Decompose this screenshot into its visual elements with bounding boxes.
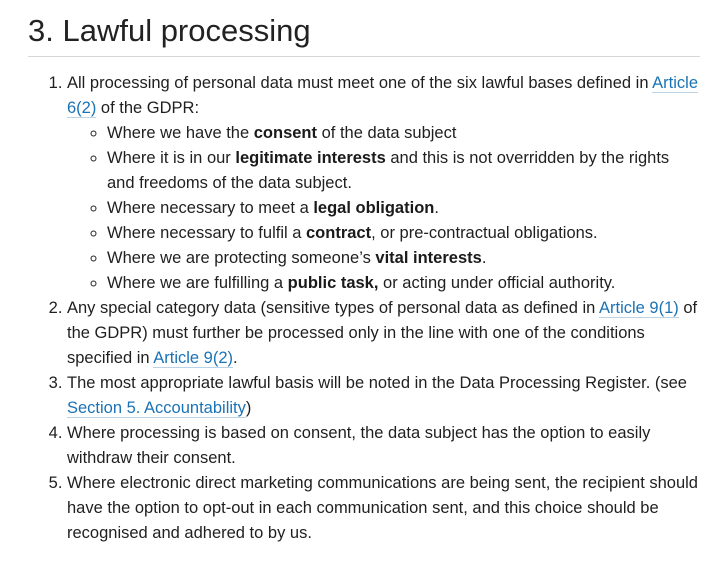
item-1-text-pre: All processing of personal data must meet one of the six lawful bases defined in: [67, 74, 653, 92]
basis-public-task: [107, 271, 700, 296]
item-2-text-pre: Any special category data (sensitive types of personal data as defined in: [67, 299, 599, 317]
basis-keyword: legal obligation: [313, 199, 435, 217]
basis-text: , or pre-contractual obligations.: [371, 224, 598, 242]
item-2-text-mid: of the GDPR) must further be processed only in the line with one of the conditions specified in: [67, 299, 698, 367]
basis-text: and this is not overridden by the rights and freedoms of the data subject.: [107, 149, 670, 192]
basis-keyword: vital interests: [375, 249, 482, 267]
list-item-1: [67, 71, 700, 296]
basis-consent: [107, 121, 700, 146]
article-9-2-link[interactable]: Article 9(2): [153, 349, 234, 367]
article-9-1-link[interactable]: Article 9(1): [599, 299, 679, 317]
item-5-text: Where electronic direct marketing communications are being sent, the recipient should have the option to opt-out in each communication sent, and this choice should be recognised and adhered to by us.: [67, 474, 698, 542]
basis-text: Where necessary to fulfil a: [107, 224, 306, 242]
item-3-text-pre: The most appropriate lawful basis will be noted in the Data Processing Register. (see: [67, 374, 687, 392]
basis-text: of the data subject: [317, 124, 457, 142]
item-4-text: Where processing is based on consent, the data subject has the option to easily withdraw their consent.: [67, 424, 651, 467]
basis-text: .: [434, 199, 439, 217]
basis-text: Where we are protecting someone’s: [107, 249, 376, 267]
basis-text: Where it is in our: [107, 149, 236, 167]
section-5-accountability-link[interactable]: Section 5. Accountability: [67, 399, 246, 417]
section-title: 3. Lawful processing: [28, 10, 700, 57]
basis-text: or acting under official authority.: [378, 274, 616, 292]
list-item-2: [67, 296, 700, 371]
item-1-text-post: of the GDPR:: [96, 99, 200, 117]
basis-text: .: [481, 249, 487, 267]
basis-vital-interests: [107, 246, 700, 271]
basis-legal-obligation: [107, 196, 700, 221]
basis-keyword: legitimate interests: [235, 149, 386, 167]
article-6-2-link[interactable]: Article 6(2): [67, 74, 699, 117]
list-item-3: [67, 371, 700, 421]
list-item-5: [67, 471, 700, 546]
item-2-text-post: .: [233, 349, 238, 367]
item-3-text-post: ): [245, 399, 252, 417]
basis-text: Where we are fulfilling a: [107, 274, 288, 292]
lawful-processing-list: [28, 71, 700, 546]
section-body: [28, 71, 700, 546]
list-item-4: [67, 421, 700, 471]
basis-legitimate-interests: [107, 146, 700, 196]
lawful-bases-list: [67, 121, 700, 296]
basis-text: Where necessary to meet a: [107, 199, 314, 217]
basis-keyword: consent: [253, 124, 318, 142]
basis-text: Where we have the: [107, 124, 254, 142]
basis-keyword: contract: [306, 224, 372, 242]
basis-contract: [107, 221, 700, 246]
basis-keyword: public task,: [287, 274, 379, 292]
